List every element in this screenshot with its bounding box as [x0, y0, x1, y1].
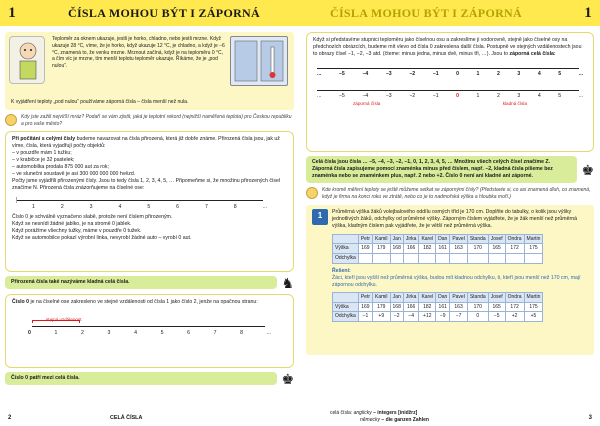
- chapter-number: 1: [8, 4, 16, 21]
- axis-label: 2: [496, 71, 500, 78]
- axis-label: ...: [262, 203, 267, 210]
- tip-text: Kdy jste zažili nejvíťší mráz? Podaří se vám zjistit, jaká je teplotní rekord (nejnižší naměřená teplota) pro Českou republiku a pro vaše město?: [21, 114, 292, 127]
- right-page: [300, 0, 600, 426]
- axis-label: 0: [28, 329, 31, 336]
- chess-knight-icon: ♞: [281, 274, 294, 291]
- table-row: Výška 169 179 168 166 182 161 163 170 165 172 175: [333, 244, 543, 254]
- tip-text: Kde kromě měření teploty se ještě můžeme setkat se zápornými čísly? (Představte si, co asi znamená dluh, co znamená, když je firma na konci roku ve ztrátě, nebo co je to nadmořská výška a hloubka moří.): [322, 187, 591, 200]
- table-row: Odchylka: [333, 254, 543, 264]
- natural-number-line: [12, 195, 287, 211]
- table-corner: [333, 234, 359, 244]
- table-head: Josef: [488, 292, 505, 302]
- table-head: Pavel: [450, 292, 468, 302]
- zero-note: Číslo 0 je schválně vyznačeno slabě, protože není číslem přirozeným.: [12, 213, 173, 220]
- green-definition-2: Číslo 0 patří mezi celá čísla.: [5, 372, 277, 385]
- axis-label: −2: [409, 71, 416, 78]
- integers-definition: Celá čísla jsou čísla … −5, −4, −3, −2, −1, 0, 1, 2, 3, 4, 5, … Množinu všech celých čísel značíme Z. Záporná čísla zapisujeme pomocí znaménka minus před číslem, např. −2, kladná čísla píšeme bez znaménka nebo se znaménkem plus, např. 2 nebo +2. Číslo 0 není ani kladné ani záporné.: [306, 156, 577, 183]
- footer-translations: celá čísla: anglicky – integers [inidžrz] německy – die ganzen Zahlen: [330, 410, 429, 423]
- table-row: Výška 169 179 168 166 182 161 163 170 165 172 175: [333, 302, 543, 312]
- axis-label: −4: [362, 93, 369, 100]
- chapter-title: ČÍSLA MOHOU BÝT I ZÁPORNÁ: [68, 5, 260, 20]
- table-head: Josef: [488, 234, 505, 244]
- axis-label: −4: [362, 71, 369, 78]
- table-head: Jirka: [403, 234, 419, 244]
- axis-label: 0: [456, 93, 460, 100]
- footer-title: CELÁ ČÍSLA: [110, 414, 143, 421]
- lightbulb-icon: [5, 114, 17, 126]
- axis-label: ...: [266, 329, 271, 336]
- exercise-box: [306, 205, 594, 355]
- table-head: Kamil: [373, 292, 391, 302]
- integers-intro: Když si představíme stupnici teploměru jako číselnou osu a zakreslíme ji vodorovně, stejně jako číselné osy na předchozích obrázcích, budeme mít vlevo od čísla 0 zakreslena další čísla. Postupně ve stejných vzdálenostech jsou to obrazy čísel −1, −2, −3 atd. (čteme: minus jedna, minus dvě, minus tři, …). Jsou to záporná celá čísla:: [313, 37, 582, 58]
- axis-label: 7: [204, 203, 208, 210]
- axis-label: 4: [118, 203, 122, 210]
- axis-label: 8: [240, 329, 244, 336]
- integer-number-line-2: [313, 86, 587, 108]
- left-header: [0, 0, 300, 26]
- bullet-3: – ve slunečni soustavě je asi 300 000 000 000 hvězd.: [12, 170, 136, 177]
- tip-row-1: [5, 114, 294, 128]
- tip-row-right: [306, 187, 594, 201]
- exercise-text: Průměrná výška žáků volejbalového oddílu osmých tříd je 170 cm. Doplňte do tabulky, o kolik jsou výšky jednotlivých žáků, odchylky od průměrné výšky. Záporným číslem vyjádřete, že je žák menší než průměrná výška, kladným číslem pak vyjádřete, že je větší než průměrná výška.: [332, 208, 577, 229]
- axis-label: −2: [409, 93, 416, 100]
- table-head: Jan: [390, 234, 403, 244]
- axis-label: 5: [558, 93, 562, 100]
- chapter-title: ČÍSLA MOHOU BÝT I ZÁPORNÁ: [330, 5, 522, 20]
- chapter-number: 1: [584, 4, 592, 21]
- table-head: Martin: [524, 292, 543, 302]
- axis-label: 4: [134, 329, 137, 336]
- axis-label: 5: [147, 203, 151, 210]
- table-head: Pavel: [450, 234, 468, 244]
- lightbulb-icon: [306, 187, 318, 199]
- chess-king-icon: ♚: [281, 370, 294, 387]
- table-head: Jan: [390, 292, 403, 302]
- apples-0: Když se nesnídi žádné jablko, je na stromě 0 jablek.: [12, 220, 132, 227]
- axis-label: 6: [176, 203, 180, 210]
- axis-label: 0: [456, 71, 460, 78]
- apples-1: Když porážíme všechny tužky, máme v pouzdře 0 tužek.: [12, 227, 142, 234]
- axis-label: 7: [213, 329, 217, 336]
- table-row: Odchylka −1 +9 −2 −4 +12 −9 −7 0 −5 +2 +5: [333, 312, 543, 322]
- zero-definition: Číslo 0 je na číselné ose zakresleno ve stejné vzdálenosti od čísla 1 jako číslo 2, jenže na opačnou stranu:: [12, 298, 258, 305]
- axis-label: −3: [385, 93, 392, 100]
- solution-table: [332, 292, 543, 322]
- axis-label: 3: [517, 93, 521, 100]
- zero-card: [5, 294, 294, 368]
- table-head: Martin: [524, 234, 543, 244]
- axis-label: ...: [578, 71, 583, 78]
- integers-intro-card: [306, 32, 594, 152]
- axis-label: 2: [81, 329, 84, 336]
- page-number: 2: [8, 414, 12, 421]
- table-head: Dan: [436, 292, 450, 302]
- solution-text: Žáci, kteří jsou vyšší než průměrná výška, budou mít kladnou odchylku, ti, kteří jsou menší než 170 cm, mají zápornou odchylku.: [332, 274, 581, 288]
- page-number: 3: [588, 414, 592, 421]
- axis-label: 3: [107, 329, 111, 336]
- counting-paragraph: Při počítání s celými čísly budeme navazovat na čísla přirozená, která již dobře známe. Přirozená čísla jsou, jak už víme, čísla, která vyjadřují počty objektů:: [12, 135, 280, 149]
- axis-label: 2: [496, 93, 500, 100]
- bullet-1: – v krabičce je 32 pastelek;: [12, 156, 75, 163]
- axis-label: 6: [187, 329, 190, 336]
- axis-label: 3: [517, 71, 521, 78]
- positive-numbers-label: kladná čísla: [502, 101, 527, 107]
- axis-label: 5: [558, 71, 562, 78]
- axis-label: 8: [233, 203, 237, 210]
- axis-label: −5: [338, 93, 345, 100]
- table-head: Kamil: [373, 234, 391, 244]
- boy-with-thermometer-illustration: [9, 36, 45, 84]
- axis-label: ...: [317, 93, 322, 100]
- green-row-1: [5, 276, 294, 290]
- table-head: Karel: [419, 234, 436, 244]
- axis-label: 2: [60, 203, 64, 210]
- table-head: Ondra: [505, 234, 524, 244]
- right-header: [300, 0, 600, 26]
- axis-label: −3: [385, 71, 392, 78]
- axis-label: 1: [54, 329, 58, 336]
- axis-label: 5: [160, 329, 164, 336]
- axis-label: −5: [338, 71, 345, 78]
- solution-label: Řešení:: [332, 267, 351, 274]
- table-head: Dan: [436, 234, 450, 244]
- green-definition-1: Přirozená čísla také nazýváme kladná celá čísla.: [5, 276, 277, 289]
- axis-label: ...: [317, 71, 322, 78]
- axis-label: 4: [537, 71, 541, 78]
- bullet-0: – v pouzdře mám 1 tužku;: [12, 149, 72, 156]
- axis-label: ...: [578, 93, 583, 100]
- counting-paragraph-2: Počty jsme vyjádřili přirozenými čísly. Jsou to tedy čísla 1, 2, 3, 4, 5, … Připomeňme si, že množinu přirozených čísel značíme N. Přirozená čísla znázorňujeme na číselné ose:: [12, 177, 281, 191]
- axis-label: 1: [32, 203, 35, 210]
- intro-text: Teploměr za oknem ukazuje, jestli je horko, chladno, nebo jestli mrzne. Když ukazuje 28 °C, víme, že je horko, když ukazuje 12 °C, je chladno, a když je −6 °C, znamená to, že venku mrzne. Mrznout začíná, když je na teploměru 0 °C, a čím víc je mrzne, tím menší teplotu teploměr ukazuje. Říkáme, že je „pod nulou“.: [52, 36, 225, 69]
- axis-label: 4: [537, 93, 541, 100]
- axis-label: −1: [432, 93, 439, 100]
- equal-distance-label: stejná vzdálenost: [46, 316, 82, 322]
- table-corner: [333, 292, 359, 302]
- table-head: Standa: [467, 234, 488, 244]
- green-row-right: [306, 156, 594, 183]
- chess-king-icon: ♚: [581, 161, 594, 178]
- table-head: Ondra: [505, 292, 524, 302]
- bullet-2: – automobilka prodala 875 000 aut za rok;: [12, 163, 109, 170]
- window-thermometer-illustration: [230, 36, 288, 86]
- exercise-number: 1: [312, 209, 328, 225]
- negative-numbers-label: záporná čísla: [353, 101, 381, 107]
- table-head: Standa: [467, 292, 488, 302]
- zero-number-line: [12, 320, 287, 338]
- intro-box: [5, 32, 294, 110]
- green-row-2: [5, 372, 294, 386]
- intro-conclusion: K vyjádření teploty „pod nulou“ používáme záporná čísla – čísla menší než nula.: [11, 99, 189, 106]
- table-head: Jirka: [403, 292, 419, 302]
- apples-2: Když se automobilce pokazí výrobní linka, nevyrobí žádné auto – vyrobí 0 aut.: [12, 234, 192, 241]
- heights-table: [332, 234, 543, 264]
- table-head: Karel: [419, 292, 436, 302]
- table-head: Petr: [358, 292, 372, 302]
- axis-label: −1: [432, 71, 439, 78]
- axis-label: 1: [476, 93, 480, 100]
- table-head: Petr: [358, 234, 372, 244]
- integer-number-line-1: [313, 64, 587, 80]
- axis-label: 1: [476, 71, 480, 78]
- natural-numbers-card: [5, 131, 294, 272]
- axis-label: 3: [89, 203, 93, 210]
